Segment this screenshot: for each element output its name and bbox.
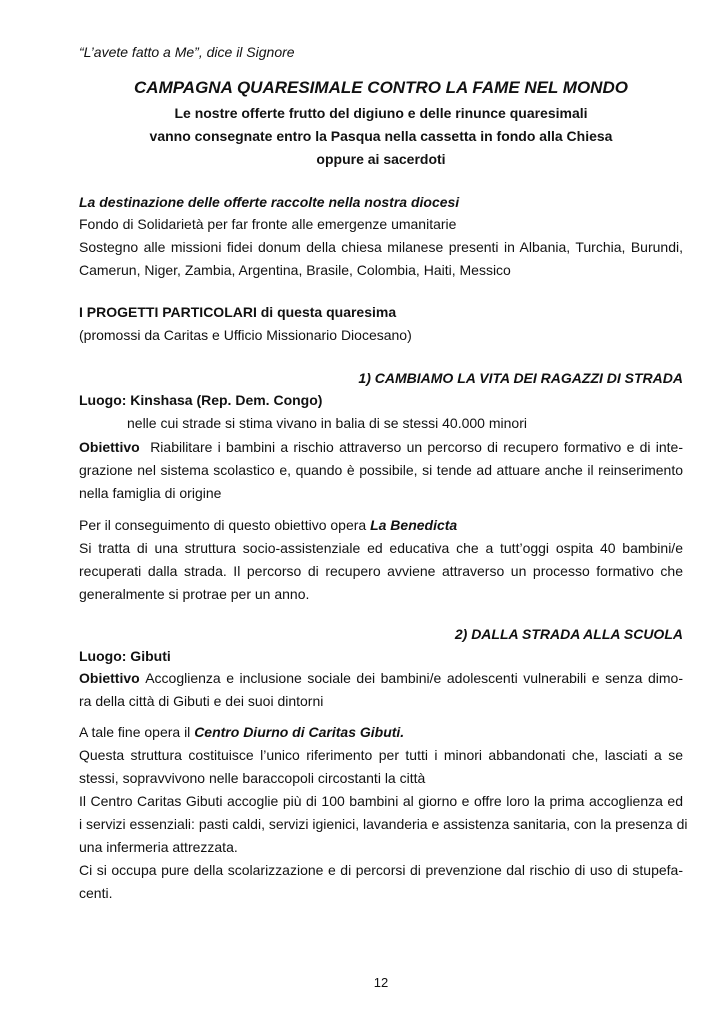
project1-operator-intro: Per il conseguimento di questo obiettivo opera (79, 517, 371, 533)
project2-objective-label: Obiettivo (79, 670, 140, 686)
destination-line: Fondo di Solidarietà per far fronte alle emergenze umanitarie (79, 216, 457, 232)
project2-description-line: stessi, sopravvivono nelle baraccopoli circostanti la città (79, 770, 426, 786)
project2-objective-line (79, 668, 683, 688)
project2-description-line: Questa struttura costituisce l’unico riferimento per tutti i minori abbandonati che, lasciati a se (79, 747, 683, 763)
subtitle-line: vanno consegnate entro la Pasqua nella cassetta in fondo alla Chiesa (149, 128, 613, 144)
destination-line: Sostegno alle missioni fidei donum della chiesa milanese presenti in Albania, Turchia, Burundi, (79, 239, 683, 255)
project1-objective-text: Riabilitare i bambini a rischio attraverso un percorso di recupero formativo e di inte- (150, 439, 684, 455)
project2-title: 2) DALLA STRADA ALLA SCUOLA (454, 626, 683, 642)
project2-description-line: Ci si occupa pure della scolarizzazione e di percorsi di prevenzione dal rischio di uso di stupefa- (79, 862, 683, 878)
destination-line: Camerun, Niger, Zambia, Argentina, Brasile, Colombia, Haiti, Messico (79, 262, 511, 278)
project2-place: Luogo: Gibuti (79, 648, 171, 664)
page-number: 12 (373, 975, 389, 990)
destination-heading: La destinazione delle offerte raccolte nella nostra diocesi (79, 194, 460, 210)
project2-objective-line: ra della città di Gibuti e dei suoi dintorni (79, 693, 324, 709)
project1-description-line: Si tratta di una struttura socio-assistenziale ed educativa che a tutt’oggi ospita 40 bambini/e (79, 540, 683, 556)
project2-description-line: una infermeria attrezzata. (79, 839, 238, 855)
project2-description-line: Il Centro Caritas Gibuti accoglie più di 100 bambini al giorno e offre loro la prima accoglienza ed (79, 793, 683, 809)
subtitle-line: oppure ai sacerdoti (316, 151, 446, 167)
projects-note: (promossi da Caritas e Ufficio Missionario Diocesano) (79, 327, 412, 343)
project1-operator-name: La Benedicta (370, 517, 458, 533)
project1-place-note: nelle cui strade si stima vivano in balia di se stessi 40.000 minori (127, 415, 527, 431)
project2-objective-text: Accoglienza e inclusione sociale dei bambini/e adolescenti vulnerabili e senza dimo- (145, 670, 683, 686)
project1-operator (79, 515, 457, 535)
project2-description-line: centi. (79, 885, 113, 901)
project1-objective-label: Obiettivo (79, 439, 140, 455)
subtitle-line: Le nostre offerte frutto del digiuno e delle rinunce quaresimali (174, 105, 588, 121)
projects-heading: I PROGETTI PARTICOLARI di questa quaresima (79, 304, 397, 320)
project2-operator-name: Centro Diurno di Caritas Gibuti. (194, 724, 405, 740)
project1-place: Luogo: Kinshasa (Rep. Dem. Congo) (79, 392, 323, 408)
project2-operator (79, 722, 404, 742)
project1-objective-line: nella famiglia di origine (79, 485, 222, 501)
project1-objective-line: grazione nel sistema scolastico e, quando è possibile, si tende ad attuare anche il reinserimento (79, 462, 683, 478)
document-page (79, 0, 688, 1024)
project1-title: 1) CAMBIAMO LA VITA DEI RAGAZZI DI STRADA (358, 370, 683, 386)
project1-objective-line (79, 437, 683, 457)
project2-operator-intro: A tale fine opera il (79, 724, 195, 740)
page-title: CAMPAGNA QUARESIMALE CONTRO LA FAME NEL MONDO (134, 78, 628, 97)
project1-description-line: recuperati dalla strada. Il percorso di recupero avviene attraverso un processo formativo che (79, 563, 683, 579)
project1-description-line: generalmente si protrae per un anno. (79, 586, 310, 602)
project2-description-line: i servizi essenziali: pasti caldi, servizi igienici, lavanderia e assistenza sanitaria, con la presenza di (79, 816, 688, 832)
header-quote: “L’avete fatto a Me”, dice il Signore (79, 44, 295, 60)
